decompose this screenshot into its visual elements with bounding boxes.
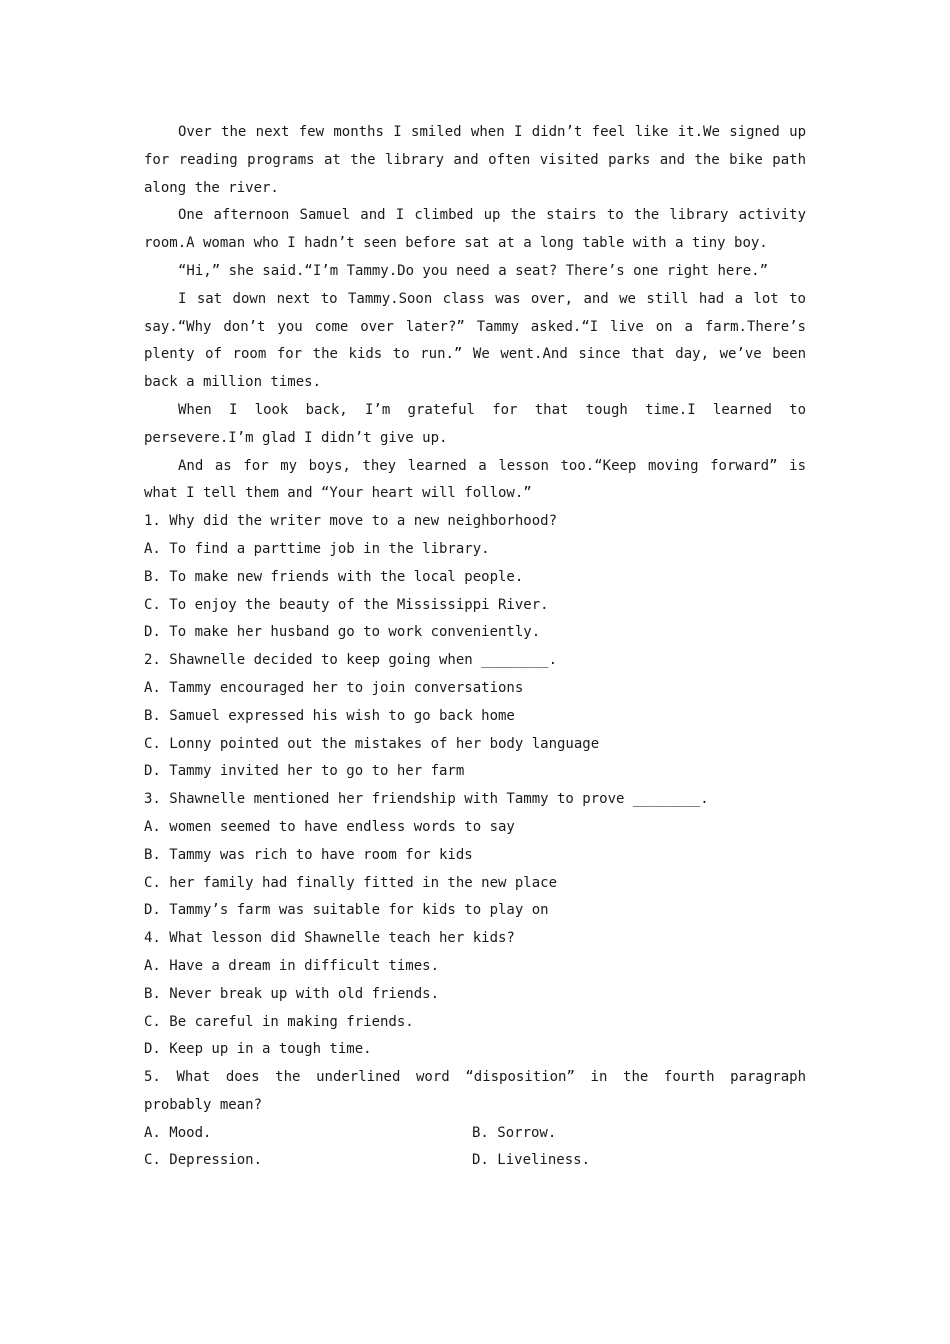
question-2 bbox=[144, 647, 806, 786]
question-4-stem: 4. What lesson did Shawnelle teach her kids? bbox=[144, 930, 515, 947]
question-5-stem: 5. What does the underlined word “disposition” in the fourth paragraph probably mean? bbox=[144, 1069, 806, 1113]
question-2-option-c: C. Lonny pointed out the mistakes of her body language bbox=[144, 735, 600, 752]
question-4-option-c: C. Be careful in making friends. bbox=[144, 1013, 414, 1030]
question-2-option-b: B. Samuel expressed his wish to go back home bbox=[144, 707, 515, 724]
question-1-option-d: D. To make her husband go to work conveniently. bbox=[144, 624, 541, 641]
passage-paragraph-4: I sat down next to Tammy.Soon class was over, and we still had a lot to say.“Why don’t you come over later?” Tammy asked.“I live on a farm.There’s plenty of room for the kids to run.” We went.And since that day, we’ve been back a million times. bbox=[144, 290, 806, 391]
question-5-option-c: C. Depression. bbox=[144, 1152, 263, 1169]
passage-paragraph-5: When I look back, I’m grateful for that tough time.I learned to persevere.I’m glad I didn’t give up. bbox=[144, 401, 806, 446]
passage-paragraph-1: Over the next few months I smiled when I didn’t feel like it.We signed up for reading programs at the library and often visited parks and the bike path along the river. bbox=[144, 124, 806, 196]
question-4 bbox=[144, 925, 806, 1064]
question-1-option-a: A. To find a parttime job in the library. bbox=[144, 540, 490, 557]
question-5-options-row-2 bbox=[144, 1147, 806, 1175]
question-4-option-b: B. Never break up with old friends. bbox=[144, 985, 440, 1002]
passage bbox=[144, 119, 806, 508]
question-5-option-b: B. Sorrow. bbox=[472, 1124, 557, 1141]
question-5 bbox=[144, 1064, 806, 1175]
question-4-option-d: D. Keep up in a tough time. bbox=[144, 1041, 372, 1058]
question-1-stem: 1. Why did the writer move to a new neighborhood? bbox=[144, 513, 558, 530]
question-1-option-c: C. To enjoy the beauty of the Mississippi River. bbox=[144, 596, 549, 613]
question-3 bbox=[144, 786, 806, 925]
question-2-option-d: D. Tammy invited her to go to her farm bbox=[144, 763, 465, 780]
question-1 bbox=[144, 508, 806, 647]
question-2-stem: 2. Shawnelle decided to keep going when ________. bbox=[144, 652, 558, 669]
question-1-option-b: B. To make new friends with the local people. bbox=[144, 568, 524, 585]
question-3-stem: 3. Shawnelle mentioned her friendship with Tammy to prove ________. bbox=[144, 791, 709, 808]
question-3-option-a: A. women seemed to have endless words to say bbox=[144, 818, 515, 835]
question-3-option-b: B. Tammy was rich to have room for kids bbox=[144, 846, 473, 863]
question-2-option-a: A. Tammy encouraged her to join conversations bbox=[144, 679, 524, 696]
question-5-option-a: A. Mood. bbox=[144, 1124, 212, 1141]
document-page bbox=[144, 119, 806, 1175]
question-5-option-d: D. Liveliness. bbox=[472, 1152, 591, 1169]
passage-paragraph-6: And as for my boys, they learned a lesson too.“Keep moving forward” is what I tell them and “Your heart will follow.” bbox=[144, 457, 806, 502]
question-4-option-a: A. Have a dream in difficult times. bbox=[144, 957, 440, 974]
question-3-option-c: C. her family had finally fitted in the new place bbox=[144, 874, 558, 891]
question-3-option-d: D. Tammy’s farm was suitable for kids to play on bbox=[144, 902, 549, 919]
passage-paragraph-2: One afternoon Samuel and I climbed up the stairs to the library activity room.A woman who I hadn’t seen before sat at a long table with a tiny boy. bbox=[144, 207, 806, 252]
question-5-options-row-1 bbox=[144, 1120, 806, 1148]
passage-paragraph-3: “Hi,” she said.“I’m Tammy.Do you need a seat? There’s one right here.” bbox=[178, 262, 769, 279]
